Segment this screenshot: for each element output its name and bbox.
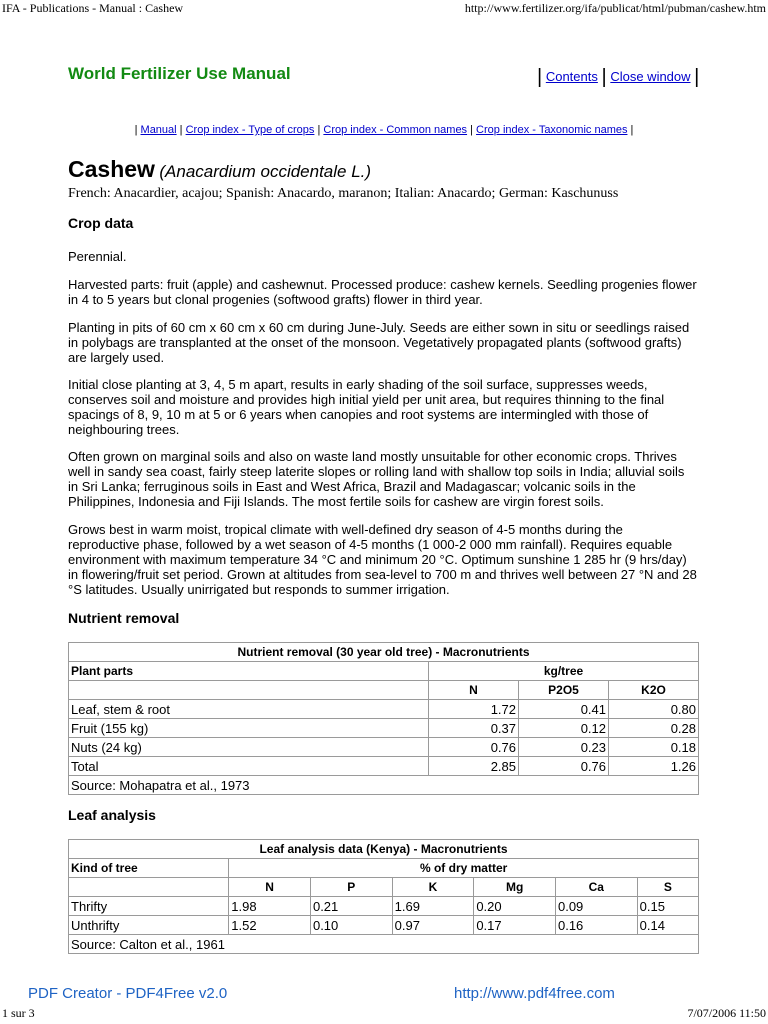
value-p2o5: 0.76 bbox=[519, 757, 609, 776]
nav-link-manual[interactable]: Manual bbox=[140, 124, 177, 136]
value-s: 0.14 bbox=[637, 916, 698, 935]
value-n: 0.37 bbox=[429, 719, 519, 738]
nutrient-removal-heading: Nutrient removal bbox=[68, 610, 180, 626]
nav-separator: | bbox=[134, 124, 138, 136]
contents-link[interactable]: Contents bbox=[545, 69, 598, 84]
value-n: 0.76 bbox=[429, 738, 519, 757]
leaf-analysis-col-s: S bbox=[637, 878, 698, 897]
plant-part: Leaf, stem & root bbox=[69, 700, 429, 719]
crop-latin-name: (Anacardium occidentale L.) bbox=[159, 162, 372, 181]
value-k2o: 0.28 bbox=[609, 719, 699, 738]
crop-other-names: French: Anacardier, acajou; Spanish: Anacardo, maranon; Italian: Anacardo; German: Kaschunuss bbox=[68, 186, 619, 201]
nav-link-type-of-crops[interactable]: Crop index - Type of crops bbox=[185, 124, 315, 136]
value-mg: 0.20 bbox=[474, 897, 556, 916]
nav-separator: | bbox=[630, 124, 634, 136]
pdf-creator-banner bbox=[28, 985, 728, 1007]
nutrient-removal-section bbox=[68, 611, 698, 626]
crop-data-paragraph-4: Initial close planting at 3, 4, 5 m apart, results in early shading of the soil surface, suppresses weeds, conserves soil and moisture and provides high initial yield per unit area, but requires thinning to the final spacings of 8, 9, 10 m at 5 or 6 years when canopies and root systems are intermingled with those of neighbouring trees. bbox=[68, 377, 665, 437]
nutrient-removal-blank-header bbox=[69, 681, 429, 700]
tree-kind: Unthrifty bbox=[69, 916, 229, 935]
print-header bbox=[2, 1, 766, 17]
table-row bbox=[69, 738, 699, 757]
leaf-analysis-heading: Leaf analysis bbox=[68, 807, 156, 823]
value-mg: 0.17 bbox=[474, 916, 556, 935]
plant-part: Nuts (24 kg) bbox=[69, 738, 429, 757]
table-row bbox=[69, 916, 699, 935]
value-ca: 0.09 bbox=[555, 897, 637, 916]
crop-data-paragraph-5: Often grown on marginal soils and also on waste land mostly unsuitable for other economic crops. Thrives well in sandy sea coast, fairly steep laterite slopes or rolling land with shallow top soils in India; alluvial soils in Sri Lanka; ferruginous soils in East and West Africa, Brazil and Madagascar; volcanic soils in the Philippines, Indonesia and Fiji Islands. The most fertile soils for cashew are virgin forest soils. bbox=[68, 449, 685, 509]
print-footer bbox=[2, 1006, 766, 1022]
value-p2o5: 0.12 bbox=[519, 719, 609, 738]
nutrient-removal-caption: Nutrient removal (30 year old tree) - Macronutrients bbox=[69, 643, 699, 662]
table-row bbox=[69, 757, 699, 776]
nav-link-taxonomic-names[interactable]: Crop index - Taxonomic names bbox=[476, 124, 628, 136]
value-p: 0.10 bbox=[310, 916, 392, 935]
leaf-analysis-col-n: N bbox=[229, 878, 311, 897]
manual-title: World Fertilizer Use Manual bbox=[68, 64, 291, 83]
leaf-analysis-section bbox=[68, 808, 698, 823]
value-ca: 0.16 bbox=[555, 916, 637, 935]
crop-data-paragraph bbox=[68, 449, 698, 509]
nutrient-removal-source: Source: Mohapatra et al., 1973 bbox=[69, 776, 699, 795]
value-k2o: 0.18 bbox=[609, 738, 699, 757]
nav-separator: | bbox=[179, 124, 183, 136]
crop-common-name: Cashew bbox=[68, 156, 155, 182]
pdf-creator-url[interactable]: http://www.pdf4free.com bbox=[454, 985, 615, 1002]
value-s: 0.15 bbox=[637, 897, 698, 916]
crop-data-paragraph-1: Perennial. bbox=[68, 249, 127, 264]
crop-index-nav bbox=[0, 124, 768, 136]
table-row bbox=[69, 897, 699, 916]
print-date: 7/07/2006 11:50 bbox=[687, 1006, 766, 1020]
page-counter: 1 sur 3 bbox=[2, 1006, 35, 1020]
crop-data-paragraph-6: Grows best in warm moist, tropical climate with well-defined dry season of 4-5 months during the reproductive phase, followed by a wet season of 4-5 months (1 000-2 000 mm rainfall). Requires equable environment with maximum temperature 34 °C and minimum 20 °C. Optimum sunshine 1 285 hr (9 hrs/day) in flowering/fruit set period. Grown at altitudes from sea-level to 700 m and thrives well between 27 °N and 28 °S latitudes. Usually unirrigated but responds to summer irrigation. bbox=[68, 522, 697, 597]
close-window-link[interactable]: Close window bbox=[610, 69, 691, 84]
leaf-analysis-blank-header bbox=[69, 878, 229, 897]
nutrient-removal-col-label: Plant parts bbox=[69, 662, 429, 681]
nutrient-removal-unit: kg/tree bbox=[429, 662, 699, 681]
value-n: 1.52 bbox=[229, 916, 311, 935]
title-links-bar-left: | bbox=[537, 66, 543, 88]
title-links-bar-right: | bbox=[694, 66, 700, 88]
table-row bbox=[69, 700, 699, 719]
value-p2o5: 0.23 bbox=[519, 738, 609, 757]
leaf-analysis-unit: % of dry matter bbox=[229, 859, 699, 878]
crop-data-paragraph bbox=[68, 277, 698, 307]
plant-part: Total bbox=[69, 757, 429, 776]
leaf-analysis-source: Source: Calton et al., 1961 bbox=[69, 935, 699, 954]
nutrient-removal-col-p2o5: P2O5 bbox=[519, 681, 609, 700]
print-header-title: IFA - Publications - Manual : Cashew bbox=[2, 1, 184, 15]
value-n: 1.72 bbox=[429, 700, 519, 719]
value-k: 0.97 bbox=[392, 916, 474, 935]
crop-data-paragraph bbox=[68, 249, 698, 264]
crop-data-paragraph bbox=[68, 522, 698, 597]
crop-data-paragraph bbox=[68, 320, 698, 365]
plant-part: Fruit (155 kg) bbox=[69, 719, 429, 738]
crop-data-paragraph-2: Harvested parts: fruit (apple) and cashewnut. Processed produce: cashew kernels. Seedling progenies flower in 4 to 5 years but clonal progenies (softwood grafts) flower in third year. bbox=[68, 277, 697, 307]
pdf-creator-label: PDF Creator - PDF4Free v2.0 bbox=[28, 985, 228, 1002]
nav-separator: | bbox=[470, 124, 473, 136]
title-links-bar-middle: | bbox=[601, 66, 607, 88]
table-row bbox=[69, 719, 699, 738]
value-k2o: 0.80 bbox=[609, 700, 699, 719]
crop-data-paragraph bbox=[68, 377, 698, 437]
value-k2o: 1.26 bbox=[609, 757, 699, 776]
nav-separator: | bbox=[317, 124, 321, 136]
leaf-analysis-table bbox=[68, 839, 699, 954]
tree-kind: Thrifty bbox=[69, 897, 229, 916]
nutrient-removal-col-k2o: K2O bbox=[609, 681, 699, 700]
nutrient-removal-col-n: N bbox=[429, 681, 519, 700]
crop-data-heading: Crop data bbox=[68, 215, 134, 231]
value-n: 1.98 bbox=[229, 897, 311, 916]
print-header-url: http://www.fertilizer.org/ifa/publicat/html/pubman/cashew.htm bbox=[464, 1, 766, 15]
crop-title bbox=[68, 156, 371, 183]
value-k: 1.69 bbox=[392, 897, 474, 916]
value-p2o5: 0.41 bbox=[519, 700, 609, 719]
leaf-analysis-col-mg: Mg bbox=[474, 878, 556, 897]
leaf-analysis-col-label: Kind of tree bbox=[69, 859, 229, 878]
leaf-analysis-col-ca: Ca bbox=[555, 878, 637, 897]
crop-data-section bbox=[68, 216, 698, 231]
value-p: 0.21 bbox=[310, 897, 392, 916]
leaf-analysis-col-k: K bbox=[392, 878, 474, 897]
value-n: 2.85 bbox=[429, 757, 519, 776]
leaf-analysis-col-p: P bbox=[310, 878, 392, 897]
title-links bbox=[537, 66, 699, 89]
nav-link-common-names[interactable]: Crop index - Common names bbox=[323, 124, 468, 136]
leaf-analysis-caption: Leaf analysis data (Kenya) - Macronutrients bbox=[69, 840, 699, 859]
crop-data-paragraph-3: Planting in pits of 60 cm x 60 cm x 60 cm during June-July. Seeds are either sown in situ or seedlings raised in polybags are transplanted at the onset of the monsoon. Vegetatively propagated plants (softwood grafts) are largely used. bbox=[68, 320, 690, 365]
nutrient-removal-table bbox=[68, 642, 699, 795]
